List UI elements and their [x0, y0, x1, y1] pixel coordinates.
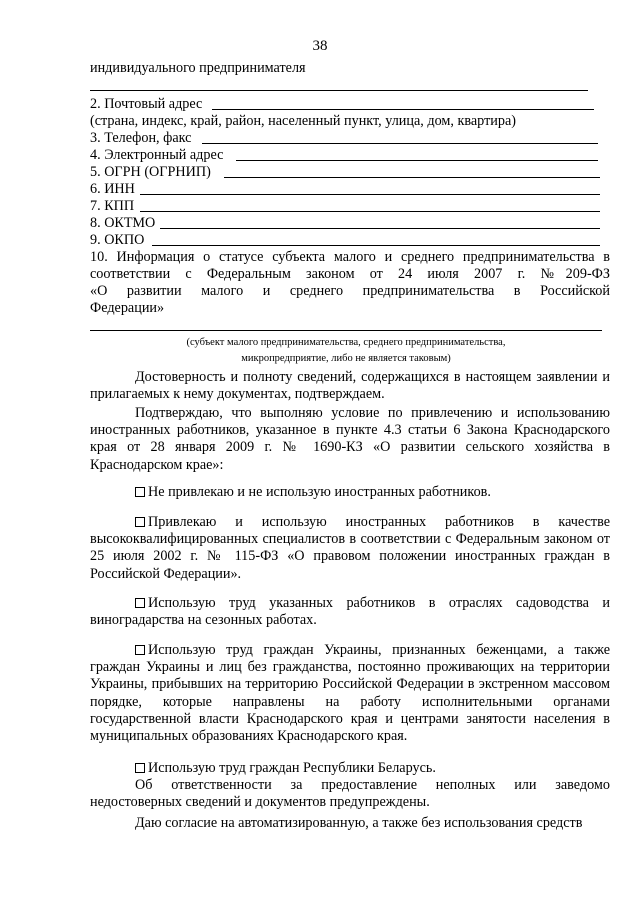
item10-line: 10. Информация о статусе субъекта малого и среднего предпринимательства в [90, 249, 610, 265]
inn-label: 6. ИНН [90, 181, 135, 197]
entrepreneur-label: индивидуального предпринимателя [90, 60, 306, 76]
okpo-label: 9. ОКПО [90, 232, 145, 248]
checkbox[interactable] [135, 517, 145, 527]
sme-status-field[interactable] [90, 330, 602, 331]
option-item [90, 484, 610, 501]
option-text: Не привлекаю и не использую иностранных работников. [148, 484, 491, 500]
kpp-label: 7. КПП [90, 198, 135, 214]
option-text: Использую труд указанных работников в отраслях садоводства и виноградарства на сезонных работах. [90, 595, 610, 629]
oktmo-field[interactable] [160, 228, 600, 229]
option-text: Использую труд граждан Республики Беларусь. [148, 760, 436, 776]
checkbox[interactable] [135, 598, 145, 608]
postal-address-field[interactable] [212, 109, 594, 110]
email-field[interactable] [236, 160, 598, 161]
option-item [90, 642, 610, 745]
option-text: Привлекаю и использую иностранных работников в качестве высококвалифицированных специалистов в соответствии с Федеральным законом от 25 июля 2002 г. № 115-ФЗ «О правовом положении иностранных граждан в Российской Федерации». [90, 514, 610, 582]
inn-field[interactable] [140, 194, 600, 195]
item10-line: соответствии с Федеральным законом от 24 июля 2007 г. №209-ФЗ [90, 266, 610, 282]
consent-paragraph: Даю согласие на автоматизированную, а также без использования средств [135, 815, 583, 831]
checkbox[interactable] [135, 763, 145, 773]
phone-fax-label: 3. Телефон, факс [90, 130, 192, 146]
ogrn-label: 5. ОГРН (ОГРНИП) [90, 164, 211, 180]
okpo-field[interactable] [152, 245, 600, 246]
oktmo-label: 8. ОКТМО [90, 215, 156, 231]
option-item [90, 760, 610, 777]
option-item [90, 514, 610, 583]
checkbox[interactable] [135, 645, 145, 655]
postal-address-label: 2. Почтовый адрес [90, 96, 203, 112]
checkbox[interactable] [135, 487, 145, 497]
phone-fax-field[interactable] [202, 143, 598, 144]
page-number: 38 [312, 38, 328, 54]
reliability-paragraph: Достоверность и полноту сведений, содержащихся в настоящем заявлении и прилагаемых к нему документах, подтверждаем. [90, 369, 610, 403]
option-text: Использую труд граждан Украины, признанных беженцами, а также граждан Украины и лиц без гражданства, постоянно проживающих на территории Украины, прибывших на территорию Российской Федерации в экстренном массовом порядке, которые направлены на работу исполнительными органами государственной власти Краснодарского края и центрами занятости населения в муниципальных образованиях Краснодарского края. [90, 642, 610, 745]
postal-address-hint: (страна, индекс, край, район, населенный пункт, улица, дом, квартира) [90, 113, 516, 129]
sme-status-caption: микропредприятие, либо не является таковым) [241, 353, 451, 364]
ogrn-field[interactable] [224, 177, 600, 178]
item10-line: «О развитии малого и среднего предпринимательства в Российской [90, 283, 610, 299]
email-label: 4. Электронный адрес [90, 147, 224, 163]
option-item [90, 595, 610, 629]
sme-status-caption: (субъект малого предпринимательства, среднего предпринимательства, [186, 337, 506, 348]
confirm-paragraph: Подтверждаю, что выполняю условие по привлечению и использованию иностранных работников, указанное в пункте 4.3 статьи 6 Закона Краснодарского края от 28 января 2009 г. № 1690-КЗ «О развитии сельского хозяйства в Краснодарском крае»: [90, 405, 610, 473]
kpp-field[interactable] [140, 211, 600, 212]
item10-line: Федерации» [90, 300, 165, 316]
blank-line [90, 90, 588, 91]
responsibility-paragraph: Об ответственности за предоставление неполных или заведомо недостоверных сведений и документов предупреждены. [90, 777, 610, 811]
